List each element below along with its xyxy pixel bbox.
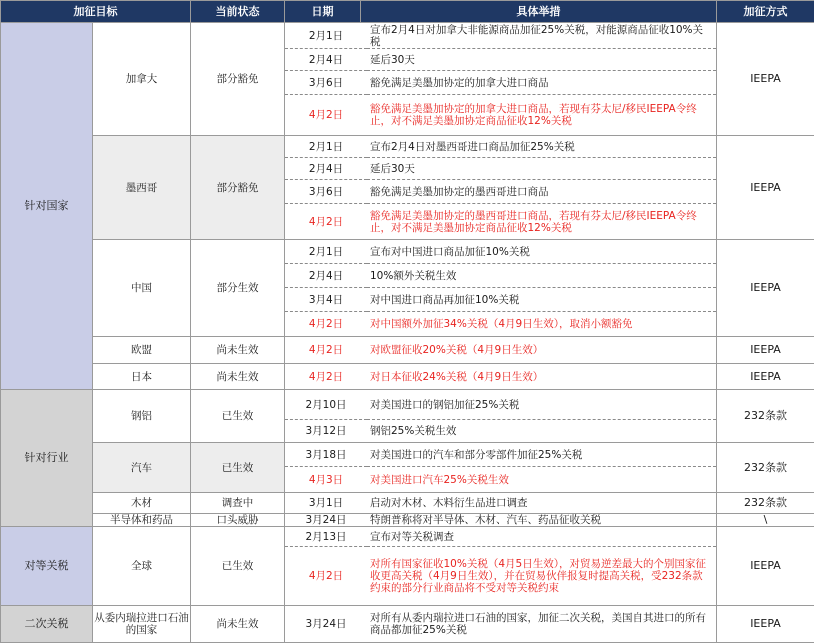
status-cell: 已生效 [191,390,285,443]
event-date: 3月1日 [308,497,344,509]
category-cell: 二次关税 [1,606,93,643]
event-measure: 10%额外关税生效 [367,264,716,288]
event-measure: 对美国进口的钢铝加征25%关税 [367,390,716,420]
event-measure: 钢铝25%关税生效 [370,425,457,437]
events-table [285,240,716,336]
method-cell: 232条款 [717,390,814,443]
table-row [1,136,814,240]
event-measure: 对中国额外加征34%关税（4月9日生效），取消小额豁免 [370,318,633,330]
events-table [285,527,716,605]
method-cell: 232条款 [717,443,814,493]
target-name: 墨西哥 [93,136,191,240]
method-cell: IEEPA [717,23,814,136]
event-row [285,547,716,606]
event-measure: 豁免满足美墨加协定的加拿大进口商品，若现有芬太尼/移民IEEPA令终止，对不满足美墨加协定商品征收12%关税 [370,103,697,127]
event-row [285,158,716,180]
method-cell: IEEPA [717,136,814,240]
method-cell: IEEPA [717,337,814,364]
event-date: 2月1日 [285,240,367,264]
event-row [285,71,716,95]
event-row [285,136,716,158]
event-row [285,390,716,420]
header-measures: 具体举措 [361,1,717,23]
target-name: 加拿大 [93,23,191,136]
events-cell [285,240,717,337]
event-date: 2月10日 [285,390,367,420]
events-cell [285,390,717,443]
event-date: 2月13日 [285,527,367,547]
event-date: 3月24日 [305,514,347,526]
event-measure: 延后30天 [367,158,716,180]
events-cell [285,493,717,514]
event-date: 3月4日 [285,288,367,312]
target-name: 欧盟 [93,337,191,364]
events-cell [285,443,717,493]
events-table [285,390,716,442]
event-row [285,364,716,389]
event-measure: 豁免满足美墨加协定的墨西哥进口商品，若现有芬太尼/移民IEEPA令终止，对不满足美墨加协定商品征收12%关税 [370,209,697,234]
target-name: 全球 [93,527,191,606]
event-row [285,95,716,136]
category-cell: 针对国家 [1,23,93,390]
event-measure: 宣布对等关税调查 [367,527,716,547]
header-status: 当前状态 [191,1,285,23]
header-target: 加征目标 [1,1,191,23]
event-row [285,443,716,467]
events-table [285,364,716,389]
target-name: 钢铝 [93,390,191,443]
event-row [285,204,716,240]
event-date: 2月1日 [285,23,367,49]
header-row [1,1,814,23]
status-cell: 尚未生效 [191,364,285,390]
event-measure: 对美国进口的汽车和部分零部件加征25%关税 [367,443,716,467]
event-row [285,264,716,288]
events-table [285,606,716,642]
status-cell: 已生效 [191,443,285,493]
event-date: 3月6日 [285,71,367,95]
events-cell [285,514,717,527]
event-row [285,240,716,264]
events-cell [285,364,717,390]
event-date: 4月2日 [308,344,344,356]
status-cell: 口头威胁 [191,514,285,527]
event-row [285,23,716,49]
event-measure: 对日本征收24%关税（4月9日生效） [370,370,544,383]
table-row [1,364,814,390]
event-measure: 宣布2月4日对加拿大非能源商品加征25%关税，对能源商品征收10%关税 [367,23,716,49]
target-name: 半导体和药品 [93,514,191,527]
event-date: 4月2日 [308,215,344,228]
table-row [1,23,814,136]
method-cell: IEEPA [717,240,814,337]
events-table [285,443,716,492]
category-cell: 对等关税 [1,527,93,606]
method-cell: IEEPA [717,527,814,606]
events-table [285,23,716,135]
status-cell: 部分豁免 [191,136,285,240]
status-cell: 尚未生效 [191,606,285,643]
event-measure: 宣布2月4日对墨西哥进口商品加征25%关税 [367,136,716,158]
events-cell [285,337,717,364]
event-date: 3月24日 [305,618,347,630]
status-cell: 已生效 [191,527,285,606]
event-date: 4月3日 [308,473,344,486]
target-name: 中国 [93,240,191,337]
event-measure: 对中国进口商品再加征10%关税 [367,288,716,312]
table-row [1,337,814,364]
status-cell: 尚未生效 [191,337,285,364]
table-row [1,493,814,514]
event-row [285,527,716,547]
events-table [285,136,716,239]
event-measure: 对美国进口汽车25%关税生效 [370,473,509,486]
events-table [285,514,716,526]
event-row [285,180,716,204]
events-table [285,337,716,363]
event-date: 2月1日 [285,136,367,158]
event-row [285,493,716,513]
event-date: 3月6日 [285,180,367,204]
events-cell [285,527,717,606]
event-date: 2月4日 [285,264,367,288]
table-row [1,240,814,337]
table-row [1,390,814,443]
status-cell: 部分豁免 [191,23,285,136]
event-row [285,288,716,312]
method-cell: 232条款 [717,493,814,514]
event-measure: 豁免满足美墨加协定的加拿大进口商品 [367,71,716,95]
event-date: 2月4日 [285,49,367,71]
target-name: 日本 [93,364,191,390]
event-row [285,420,716,443]
event-date: 4月2日 [308,109,344,121]
table-row [1,606,814,643]
event-measure: 豁免满足美墨加协定的墨西哥进口商品 [367,180,716,204]
events-cell [285,606,717,643]
event-row [285,337,716,363]
event-date: 4月2日 [308,370,344,383]
event-date: 3月12日 [305,425,347,437]
event-row [285,312,716,337]
event-date: 4月2日 [308,570,344,582]
target-name: 木材 [93,493,191,514]
method-cell: IEEPA [717,364,814,390]
event-date: 3月18日 [285,443,367,467]
event-measure: 特朗普称将对半导体、木材、汽车、药品征收关税 [370,514,601,526]
target-name: 汽车 [93,443,191,493]
method-cell: IEEPA [717,606,814,643]
event-row [285,606,716,642]
category-cell: 针对行业 [1,390,93,527]
status-cell: 调查中 [191,493,285,514]
event-measure: 启动对木材、木料衍生品进口调查 [370,497,528,509]
events-table [285,493,716,513]
table-row [1,514,814,527]
table-row [1,527,814,606]
events-cell [285,136,717,240]
event-measure: 对欧盟征收20%关税（4月9日生效） [370,344,544,356]
header-date: 日期 [285,1,361,23]
status-cell: 部分生效 [191,240,285,337]
event-row [285,514,716,526]
event-measure: 宣布对中国进口商品加征10%关税 [367,240,716,264]
event-date: 2月4日 [285,158,367,180]
header-method: 加征方式 [717,1,814,23]
event-measure: 对所有从委内瑞拉进口石油的国家，加征二次关税，美国自其进口的所有商品都加征25%关税 [370,612,706,636]
events-cell [285,23,717,136]
target-name: 从委内瑞拉进口石油的国家 [93,606,191,643]
table-row [1,443,814,493]
event-row [285,49,716,71]
event-row [285,467,716,493]
method-cell: \ [717,514,814,527]
event-date: 4月2日 [308,318,344,330]
event-measure: 对所有国家征收10%关税（4月5日生效），对贸易逆差最大的个别国家征收更高关税（4月9日生效），并在贸易伙伴报复时提高关税，受232条款约束的部分行业商品将不受对等关税约束 [370,558,706,594]
table-body [1,23,814,643]
event-measure: 延后30天 [367,49,716,71]
